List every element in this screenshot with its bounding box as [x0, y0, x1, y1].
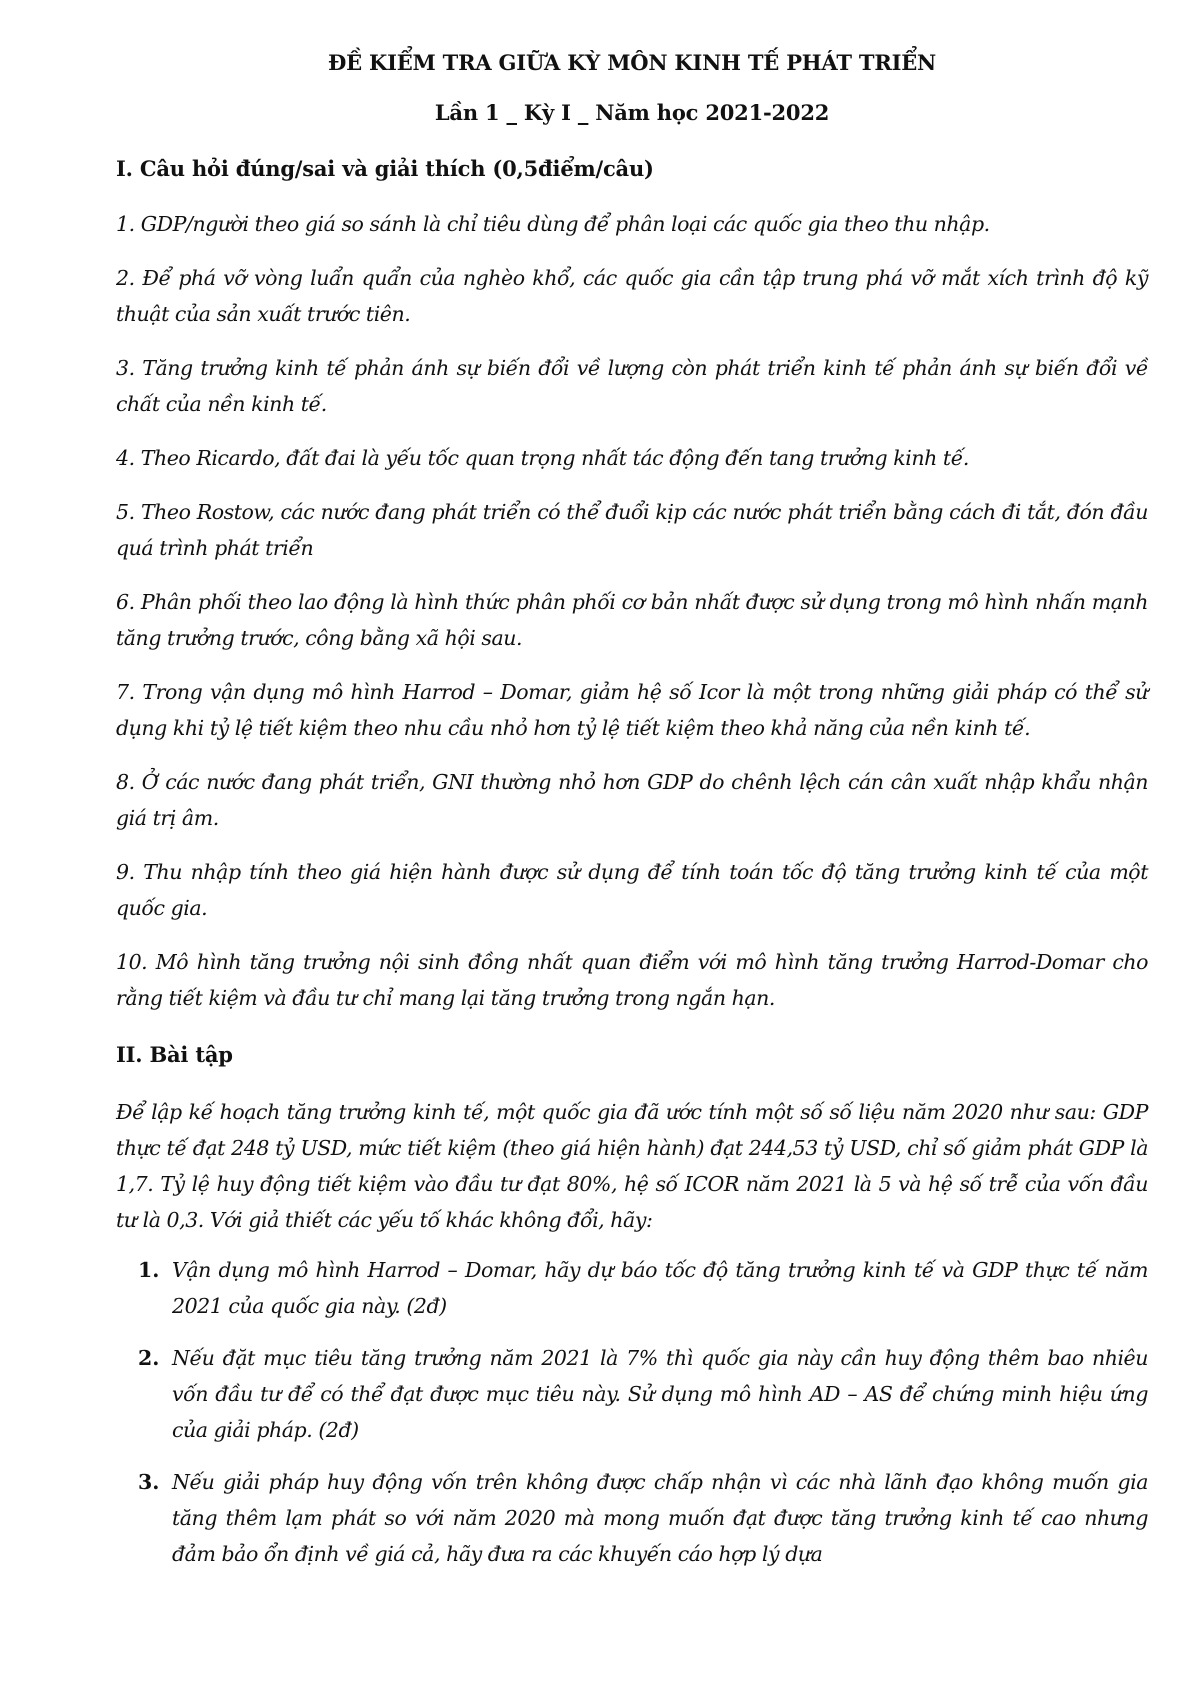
question-7: 7. Trong vận dụng mô hình Harrod – Domar, giảm hệ số Icor là một trong những giải pháp có thể sử dụng khi tỷ lệ tiết kiệm theo nhu cầu nhỏ hơn tỷ lệ tiết kiệm theo khả năng của nền kinh tế. — [116, 680, 1148, 740]
question-2: 2. Để phá vỡ vòng luẩn quẩn của nghèo khổ, các quốc gia cần tập trung phá vỡ mắt xích trình độ kỹ thuật của sản xuất trước tiên. — [116, 266, 1148, 326]
question-10: 10. Mô hình tăng trưởng nội sinh đồng nhất quan điểm với mô hình tăng trưởng Harrod-Domar cho rằng tiết kiệm và đầu tư chỉ mang lại tăng trưởng trong ngắn hạn. — [116, 950, 1148, 1010]
exercise-task-1 — [116, 1252, 1148, 1324]
exercise-task-list — [116, 1252, 1148, 1572]
document-title: ĐỀ KIỂM TRA GIỮA KỲ MÔN KINH TẾ PHÁT TRIỂN — [327, 50, 937, 75]
task-number: 1. — [138, 1258, 160, 1282]
exercise-intro: Để lập kế hoạch tăng trưởng kinh tế, một quốc gia đã ước tính một số số liệu năm 2020 như sau: GDP thực tế đạt 248 tỷ USD, mức tiết kiệm (theo giá hiện hành) đạt 244,53 tỷ USD, chỉ số giảm phát GDP là 1,7. Tỷ lệ huy động tiết kiệm vào đầu tư đạt 80%, hệ số ICOR năm 2021 là 5 và hệ số trễ của vốn đầu tư là 0,3. Với giả thiết các yếu tố khác không đổi, hãy: — [116, 1100, 1148, 1232]
question-8: 8. Ở các nước đang phát triển, GNI thường nhỏ hơn GDP do chênh lệch cán cân xuất nhập khẩu nhận giá trị âm. — [116, 770, 1148, 830]
task-text: Vận dụng mô hình Harrod – Domar, hãy dự báo tốc độ tăng trưởng kinh tế và GDP thực tế năm 2021 của quốc gia này. (2đ) — [172, 1258, 1148, 1318]
section-2-heading: II. Bài tập — [116, 1042, 233, 1067]
document-subtitle: Lần 1 _ Kỳ I _ Năm học 2021-2022 — [434, 100, 830, 125]
exercise-task-2 — [116, 1340, 1148, 1448]
task-number: 2. — [138, 1346, 160, 1370]
question-9: 9. Thu nhập tính theo giá hiện hành được sử dụng để tính toán tốc độ tăng trưởng kinh tế của một quốc gia. — [116, 860, 1148, 920]
document-content — [116, 46, 1148, 1588]
question-1: 1. GDP/người theo giá so sánh là chỉ tiêu dùng để phân loại các quốc gia theo thu nhập. — [116, 212, 990, 236]
question-5: 5. Theo Rostow, các nước đang phát triển có thể đuổi kịp các nước phát triển bằng cách đi tắt, đón đầu quá trình phát triển — [116, 500, 1148, 560]
task-text: Nếu đặt mục tiêu tăng trưởng năm 2021 là 7% thì quốc gia này cần huy động thêm bao nhiêu vốn đầu tư để có thể đạt được mục tiêu này. Sử dụng mô hình AD – AS để chứng minh hiệu ứng của giải pháp. (2đ) — [172, 1346, 1148, 1442]
task-number: 3. — [138, 1470, 160, 1494]
question-6: 6. Phân phối theo lao động là hình thức phân phối cơ bản nhất được sử dụng trong mô hình nhấn mạnh tăng trưởng trước, công bằng xã hội sau. — [116, 590, 1148, 650]
question-3: 3. Tăng trưởng kinh tế phản ánh sự biến đổi về lượng còn phát triển kinh tế phản ánh sự biến đổi về chất của nền kinh tế. — [116, 356, 1148, 416]
exercise-task-3 — [116, 1464, 1148, 1572]
section-1-heading: I. Câu hỏi đúng/sai và giải thích (0,5điểm/câu) — [116, 156, 654, 181]
question-4: 4. Theo Ricardo, đất đai là yếu tốc quan trọng nhất tác động đến tang trưởng kinh tế. — [116, 446, 969, 470]
task-text: Nếu giải pháp huy động vốn trên không được chấp nhận vì các nhà lãnh đạo không muốn gia tăng thêm lạm phát so với năm 2020 mà mong muốn đạt được tăng trưởng kinh tế cao nhưng đảm bảo ổn định về giá cả, hãy đưa ra các khuyến cáo hợp lý dựa — [172, 1470, 1148, 1566]
